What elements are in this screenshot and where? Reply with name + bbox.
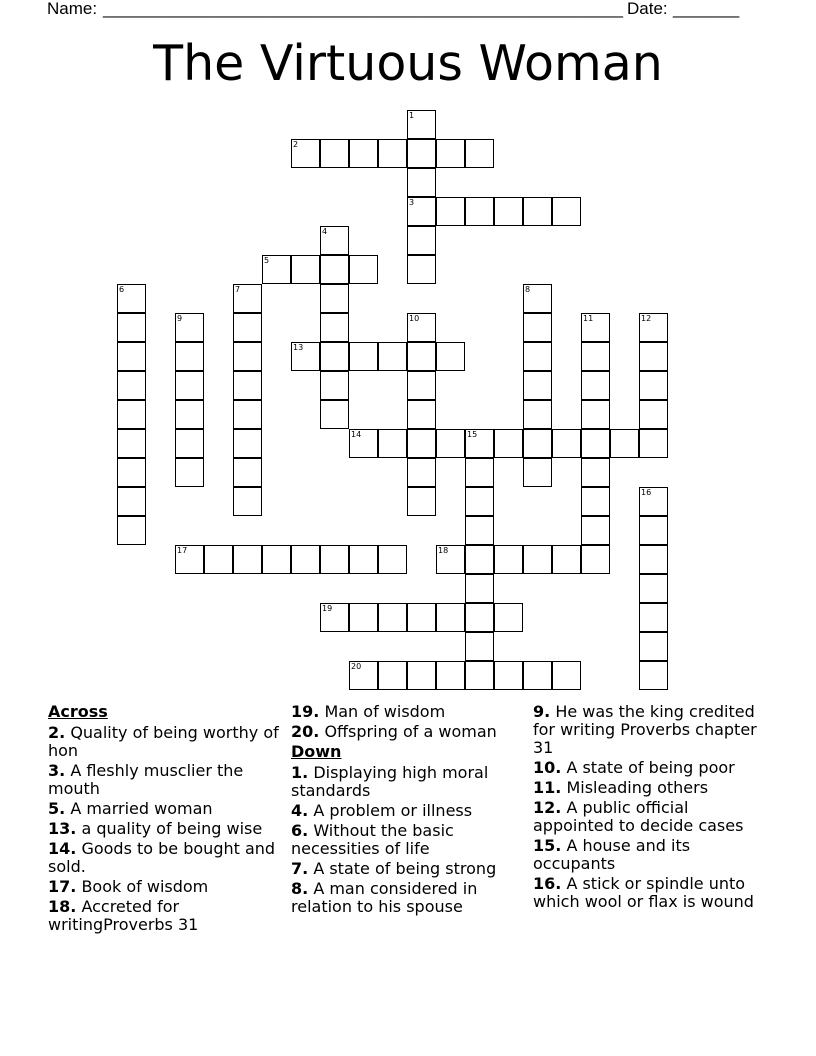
grid-cell[interactable] xyxy=(320,342,349,371)
grid-cell[interactable] xyxy=(523,371,552,400)
grid-cell[interactable] xyxy=(349,342,378,371)
grid-cell[interactable] xyxy=(639,371,668,400)
grid-cell[interactable] xyxy=(175,545,204,574)
grid-cell[interactable] xyxy=(320,400,349,429)
grid-cell[interactable] xyxy=(378,661,407,690)
grid-cell[interactable] xyxy=(291,342,320,371)
clue-number: 13 xyxy=(293,343,304,352)
grid-cell[interactable] xyxy=(436,197,465,226)
grid-cell[interactable] xyxy=(117,342,146,371)
clue-down-8: 8. A man considered in relation to his spouse xyxy=(291,879,478,916)
name-label: Name: xyxy=(47,0,98,18)
grid-cell[interactable] xyxy=(494,603,523,632)
grid-cell[interactable] xyxy=(436,661,465,690)
clue-number: 16 xyxy=(641,488,652,497)
grid-cell[interactable] xyxy=(407,226,436,255)
clue-number: 17 xyxy=(177,546,188,555)
grid-cell[interactable] xyxy=(639,400,668,429)
clue-down-1: 1. Displaying high moral standards xyxy=(291,763,489,800)
page-title: The Virtuous Woman xyxy=(153,35,663,92)
clue-number: 8 xyxy=(525,285,531,294)
grid-cell[interactable] xyxy=(552,197,581,226)
grid-cell[interactable] xyxy=(639,313,668,342)
grid-cell[interactable] xyxy=(349,545,378,574)
clue-number: 18 xyxy=(438,546,449,555)
grid-cell[interactable] xyxy=(581,371,610,400)
grid-cell[interactable] xyxy=(407,603,436,632)
grid-cell[interactable] xyxy=(320,139,349,168)
grid-cell[interactable] xyxy=(175,342,204,371)
clue-down-12: 12. A public official appointed to decide cases xyxy=(533,798,744,835)
clue-down-4: 4. A problem or illness xyxy=(291,801,473,820)
clue-down-16: 16. A stick or spindle unto which wool or flax is wound xyxy=(533,874,754,911)
grid-cell[interactable] xyxy=(407,139,436,168)
grid-cell[interactable] xyxy=(378,342,407,371)
grid-cell[interactable] xyxy=(465,603,494,632)
grid-cell[interactable] xyxy=(117,487,146,516)
grid-cell[interactable] xyxy=(407,458,436,487)
grid-cell[interactable] xyxy=(639,661,668,690)
grid-cell[interactable] xyxy=(436,603,465,632)
grid-cell[interactable] xyxy=(320,226,349,255)
clue-number: 2 xyxy=(293,140,299,149)
grid-cell[interactable] xyxy=(407,168,436,197)
date-label: Date: xyxy=(627,0,668,18)
clue-number: 12 xyxy=(641,314,652,323)
grid-cell[interactable] xyxy=(494,197,523,226)
clue-number: 3 xyxy=(409,198,415,207)
grid-cell[interactable] xyxy=(378,139,407,168)
grid-cell[interactable] xyxy=(523,342,552,371)
grid-cell[interactable] xyxy=(407,429,436,458)
grid-cell[interactable] xyxy=(117,400,146,429)
grid-cell[interactable] xyxy=(349,661,378,690)
clue-across-18: 18. Accreted for writingProverbs 31 xyxy=(48,897,199,934)
grid-cell[interactable] xyxy=(494,429,523,458)
grid-cell[interactable] xyxy=(581,487,610,516)
grid-cell[interactable] xyxy=(523,197,552,226)
grid-cell[interactable] xyxy=(639,632,668,661)
grid-cell[interactable] xyxy=(581,458,610,487)
grid-cell[interactable] xyxy=(494,545,523,574)
grid-cell[interactable] xyxy=(233,545,262,574)
grid-cell[interactable] xyxy=(349,139,378,168)
grid-cell[interactable] xyxy=(233,371,262,400)
grid-cell[interactable] xyxy=(465,197,494,226)
grid-cell[interactable] xyxy=(117,516,146,545)
grid-cell[interactable] xyxy=(378,603,407,632)
grid-cell[interactable] xyxy=(320,603,349,632)
clue-number: 11 xyxy=(583,314,594,323)
grid-cell[interactable] xyxy=(320,545,349,574)
grid-cell[interactable] xyxy=(291,139,320,168)
grid-cell[interactable] xyxy=(349,429,378,458)
grid-cell[interactable] xyxy=(465,487,494,516)
grid-cell[interactable] xyxy=(465,661,494,690)
clue-down-6: 6. Without the basic necessities of life xyxy=(291,821,454,858)
grid-cell[interactable] xyxy=(581,313,610,342)
grid-cell[interactable] xyxy=(523,661,552,690)
grid-cell[interactable] xyxy=(349,255,378,284)
grid-cell[interactable] xyxy=(233,429,262,458)
grid-cell[interactable] xyxy=(552,429,581,458)
grid-cell[interactable] xyxy=(523,429,552,458)
grid-cell[interactable] xyxy=(639,603,668,632)
name-blank[interactable]: _______________________________________________________ xyxy=(103,0,624,18)
across-heading: Across xyxy=(48,702,108,721)
grid-cell[interactable] xyxy=(552,661,581,690)
grid-cell[interactable] xyxy=(581,400,610,429)
grid-cell[interactable] xyxy=(407,110,436,139)
clue-number: 9 xyxy=(177,314,183,323)
clue-across-5: 5. A married woman xyxy=(48,799,213,818)
clue-number: 15 xyxy=(467,430,478,439)
grid-cell[interactable] xyxy=(407,371,436,400)
grid-cell[interactable] xyxy=(639,574,668,603)
grid-cell[interactable] xyxy=(639,342,668,371)
grid-cell[interactable] xyxy=(233,400,262,429)
grid-cell[interactable] xyxy=(117,284,146,313)
clue-across-13: 13. a quality of being wise xyxy=(48,819,263,838)
grid-cell[interactable] xyxy=(407,661,436,690)
clue-across-14: 14. Goods to be bought and sold. xyxy=(48,839,276,876)
grid-cell[interactable] xyxy=(407,255,436,284)
grid-cell[interactable] xyxy=(465,632,494,661)
grid-cell[interactable] xyxy=(581,429,610,458)
grid-cell[interactable] xyxy=(581,545,610,574)
grid-cell[interactable] xyxy=(204,545,233,574)
clue-number: 7 xyxy=(235,285,241,294)
grid-cell[interactable] xyxy=(465,545,494,574)
grid-cell[interactable] xyxy=(581,516,610,545)
grid-cell[interactable] xyxy=(639,516,668,545)
clue-number: 19 xyxy=(322,604,333,613)
grid-cell[interactable] xyxy=(291,545,320,574)
grid-cell[interactable] xyxy=(494,661,523,690)
grid-cell[interactable] xyxy=(639,487,668,516)
grid-cell[interactable] xyxy=(291,255,320,284)
grid-cell[interactable] xyxy=(349,603,378,632)
clue-number: 4 xyxy=(322,227,328,236)
grid-cell[interactable] xyxy=(407,313,436,342)
clue-down-10: 10. A state of being poor xyxy=(533,758,735,777)
clue-number: 10 xyxy=(409,314,420,323)
grid-cell[interactable] xyxy=(262,255,291,284)
grid-cell[interactable] xyxy=(465,139,494,168)
grid-cell[interactable] xyxy=(175,400,204,429)
clue-number: 14 xyxy=(351,430,362,439)
grid-cell[interactable] xyxy=(320,284,349,313)
grid-cell[interactable] xyxy=(320,371,349,400)
clue-across-2: 2. Quality of being worthy of hon xyxy=(48,723,279,760)
clue-down-11: 11. Misleading others xyxy=(533,778,709,797)
grid-cell[interactable] xyxy=(407,487,436,516)
clue-number: 5 xyxy=(264,256,270,265)
grid-cell[interactable] xyxy=(117,371,146,400)
clues-column-3 xyxy=(533,703,773,913)
grid-cell[interactable] xyxy=(378,429,407,458)
grid-cell[interactable] xyxy=(320,255,349,284)
grid-cell[interactable] xyxy=(175,458,204,487)
grid-cell[interactable] xyxy=(639,429,668,458)
grid-cell[interactable] xyxy=(262,545,291,574)
grid-cell[interactable] xyxy=(436,429,465,458)
grid-cell[interactable] xyxy=(465,574,494,603)
grid-cell[interactable] xyxy=(465,458,494,487)
grid-cell[interactable] xyxy=(233,487,262,516)
clue-across-20: 20. Offspring of a woman xyxy=(291,722,497,741)
clues-column-1 xyxy=(48,703,283,936)
grid-cell[interactable] xyxy=(320,313,349,342)
grid-cell[interactable] xyxy=(378,545,407,574)
grid-cell[interactable] xyxy=(233,284,262,313)
grid-cell[interactable] xyxy=(610,429,639,458)
grid-cell[interactable] xyxy=(175,313,204,342)
grid-cell[interactable] xyxy=(523,284,552,313)
grid-cell[interactable] xyxy=(639,545,668,574)
grid-cell[interactable] xyxy=(523,313,552,342)
grid-cell[interactable] xyxy=(523,458,552,487)
clue-down-7: 7. A state of being strong xyxy=(291,859,497,878)
grid-cell[interactable] xyxy=(117,458,146,487)
grid-cell[interactable] xyxy=(233,342,262,371)
grid-cell[interactable] xyxy=(581,342,610,371)
grid-cell[interactable] xyxy=(465,516,494,545)
date-blank[interactable]: _______ xyxy=(673,0,740,18)
grid-cell[interactable] xyxy=(465,429,494,458)
clue-across-3: 3. A fleshly musclier the mouth xyxy=(48,761,244,798)
clue-down-15: 15. A house and its occupants xyxy=(533,836,691,873)
grid-cell[interactable] xyxy=(407,197,436,226)
clue-across-17: 17. Book of wisdom xyxy=(48,877,209,896)
clue-number: 20 xyxy=(351,662,362,671)
grid-cell[interactable] xyxy=(523,545,552,574)
down-heading: Down xyxy=(291,742,342,761)
grid-cell[interactable] xyxy=(175,371,204,400)
grid-cell[interactable] xyxy=(436,342,465,371)
clue-number: 1 xyxy=(409,111,415,120)
grid-cell[interactable] xyxy=(436,545,465,574)
grid-cell[interactable] xyxy=(117,429,146,458)
grid-cell[interactable] xyxy=(175,429,204,458)
grid-cell[interactable] xyxy=(523,400,552,429)
clue-number: 6 xyxy=(119,285,125,294)
grid-cell[interactable] xyxy=(552,545,581,574)
clue-across-19: 19. Man of wisdom xyxy=(291,702,446,721)
grid-cell[interactable] xyxy=(407,400,436,429)
grid-cell[interactable] xyxy=(233,313,262,342)
grid-cell[interactable] xyxy=(436,139,465,168)
grid-cell[interactable] xyxy=(233,458,262,487)
clues-column-2 xyxy=(291,703,526,918)
grid-cell[interactable] xyxy=(407,342,436,371)
grid-cell[interactable] xyxy=(117,313,146,342)
clue-down-9: 9. He was the king credited for writing Proverbs chapter 31 xyxy=(533,702,757,757)
